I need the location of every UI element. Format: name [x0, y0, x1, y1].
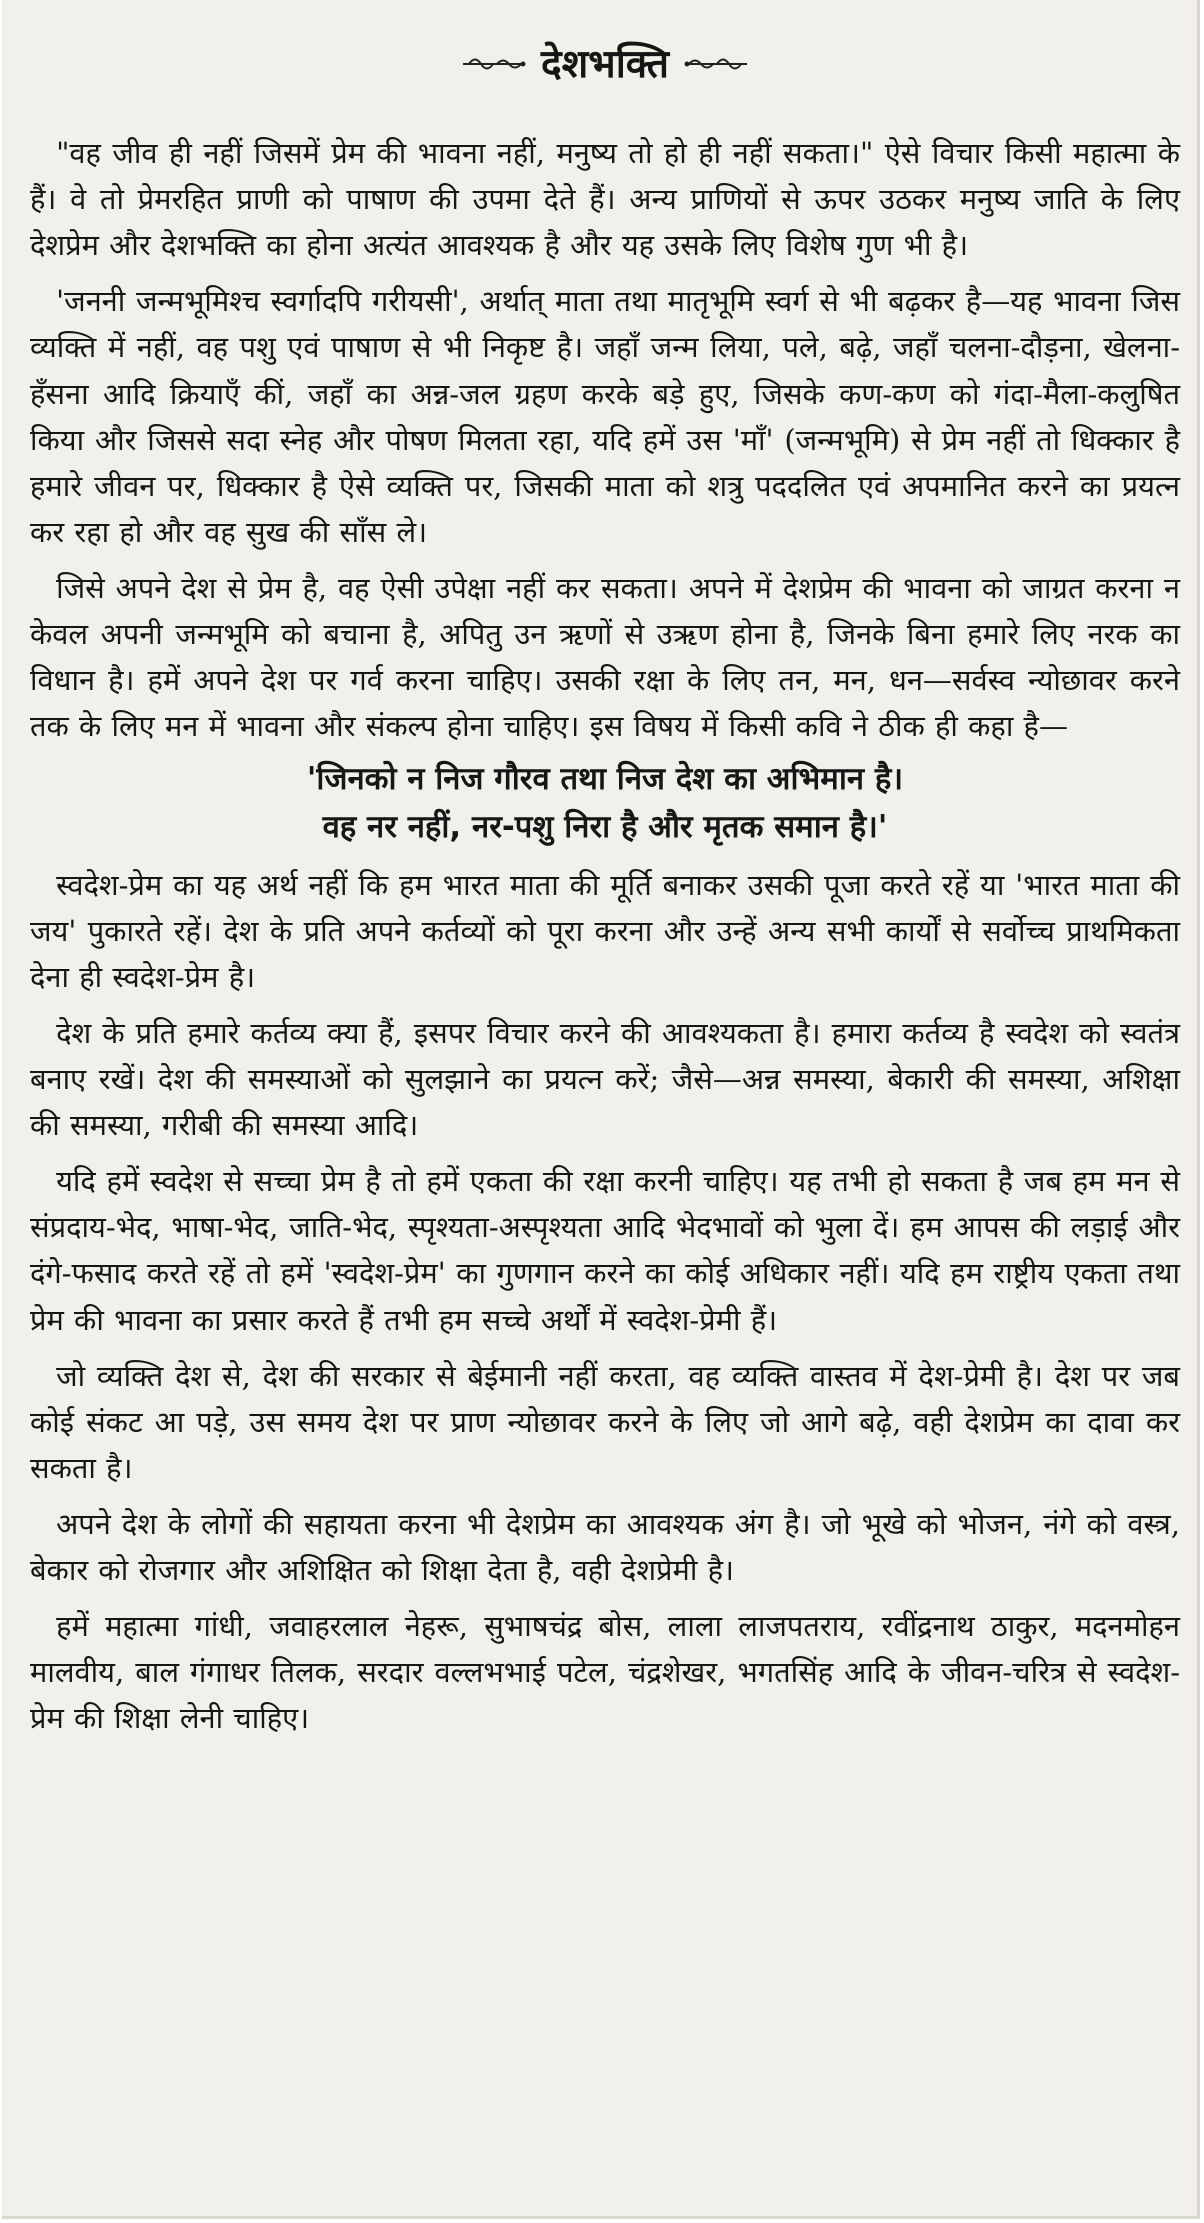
- decorative-flourish-right-icon: [683, 52, 749, 76]
- page-title: देशभक्ति: [541, 41, 669, 87]
- poem-quote: [30, 755, 1180, 851]
- title-row: [30, 34, 1180, 94]
- essay-content: [30, 34, 1180, 1751]
- paragraph: यदि हमें स्वदेश से सच्चा प्रेम है तो हमें एकता की रक्षा करनी चाहिए। यह तभी हो सकता है जब हम मन से संप्रदाय-भेद, भाषा-भेद, जाति-भेद, स्पृश्यता-अस्पृश्यता आदि भेदभावों को भुला दें। हम आपस की लड़ाई और दंगे-फसाद करते रहें तो हमें 'स्वदेश-प्रेम' का गुणगान करने का कोई अधिकार नहीं। यदि हम राष्ट्रीय एकता तथा प्रेम की भावना का प्रसार करते हैं तभी हम सच्चे अर्थों में स्वदेश-प्रेमी हैं।: [30, 1164, 1180, 1337]
- paragraph: स्वदेश-प्रेम का यह अर्थ नहीं कि हम भारत माता की मूर्ति बनाकर उसकी पूजा करते रहें या 'भारत माता की जय' पुकारते रहें। देश के प्रति अपने कर्तव्यों को पूरा करना और उन्हें अन्य सभी कार्यों से सर्वोच्च प्राथमिकता देना ही स्वदेश-प्रेम है।: [30, 867, 1180, 994]
- decorative-flourish-left-icon: [461, 52, 527, 76]
- paragraph: अपने देश के लोगों की सहायता करना भी देशप्रेम का आवश्यक अंग है। जो भूखे को भोजन, नंगे को वस्त्र, बेकार को रोजगार और अशिक्षित को शिक्षा देता है, वही देशप्रेमी है।: [30, 1506, 1180, 1588]
- paragraph: जिसे अपने देश से प्रेम है, वह ऐसी उपेक्षा नहीं कर सकता। अपने में देशप्रेम की भावना को जाग्रत करना न केवल अपनी जन्मभूमि को बचाना है, अपितु उन ऋणों से उऋण होना है, जिनके बिना हमारे लिए नरक का विधान है। हमें अपने देश पर गर्व करना चाहिए। उसकी रक्षा के लिए तन, मन, धन—सर्वस्व न्योछावर करने तक के लिए मन में भावना और संकल्प होना चाहिए। इस विषय में किसी कवि ने ठीक ही कहा है—: [30, 570, 1180, 744]
- paragraph: "वह जीव ही नहीं जिसमें प्रेम की भावना नहीं, मनुष्य तो हो ही नहीं सकता।" ऐसे विचार किसी महात्मा के हैं। वे तो प्रेमरहित प्राणी को पाषाण की उपमा देते हैं। अन्य प्राणियों से ऊपर उठकर मनुष्य जाति के लिए देशप्रेम और देशभक्ति का होना अत्यंत आवश्यक है और यह उसके लिए विशेष गुण भी है।: [30, 136, 1180, 263]
- scanned-page: [2, 0, 1200, 2219]
- paragraph: हमें महात्मा गांधी, जवाहरलाल नेहरू, सुभाषचंद्र बोस, लाला लाजपतराय, रवींद्रनाथ ठाकुर, मदनमोहन मालवीय, बाल गंगाधर तिलक, सरदार वल्लभभाई पटेल, चंद्रशेखर, भगतसिंह आदि के जीवन-चरित्र से स्वदेश-प्रेम की शिक्षा लेनी चाहिए।: [30, 1609, 1180, 1736]
- quote-line: वह नर नहीं, नर-पशु निरा है और मृतक समान है।': [322, 809, 888, 846]
- paragraph: जो व्यक्ति देश से, देश की सरकार से बेईमानी नहीं करता, वह व्यक्ति वास्तव में देश-प्रेमी है। देश पर जब कोई संकट आ पड़े, उस समय देश पर प्राण न्योछावर करने के लिए जो आगे बढ़े, वही देशप्रेम का दावा कर सकता है।: [30, 1358, 1180, 1485]
- paragraph: देश के प्रति हमारे कर्तव्य क्या हैं, इसपर विचार करने की आवश्यकता है। हमारा कर्तव्य है स्वदेश को स्वतंत्र बनाए रखें। देश की समस्याओं को सुलझाने का प्रयत्न करें; जैसे—अन्न समस्या, बेकारी की समस्या, अशिक्षा की समस्या, गरीबी की समस्या आदि।: [30, 1015, 1180, 1143]
- paragraph: 'जननी जन्मभूमिश्च स्वर्गादपि गरीयसी', अर्थात् माता तथा मातृभूमि स्वर्ग से भी बढ़कर है—यह भावना जिस व्यक्ति में नहीं, वह पशु एवं पाषाण से भी निकृष्ट है। जहाँ जन्म लिया, पले, बढ़े, जहाँ चलना-दौड़ना, खेलना-हँसना आदि क्रियाएँ कीं, जहाँ का अन्न-जल ग्रहण करके बड़े हुए, जिसके कण-कण को गंदा-मैला-कलुषित किया और जिससे सदा स्नेह और पोषण मिलता रहा, यदि हमें उस 'माँ' (जन्मभूमि) से प्रेम नहीं तो धिक्कार है हमारे जीवन पर, धिक्कार है ऐसे व्यक्ति पर, जिसकी माता को शत्रु पददलित एवं अपमानित करने का प्रयत्न कर रहा हो और वह सुख की साँस ले।: [30, 284, 1180, 549]
- quote-line: 'जिनको न निज गौरव तथा निज देश का अभिमान है।: [306, 761, 904, 798]
